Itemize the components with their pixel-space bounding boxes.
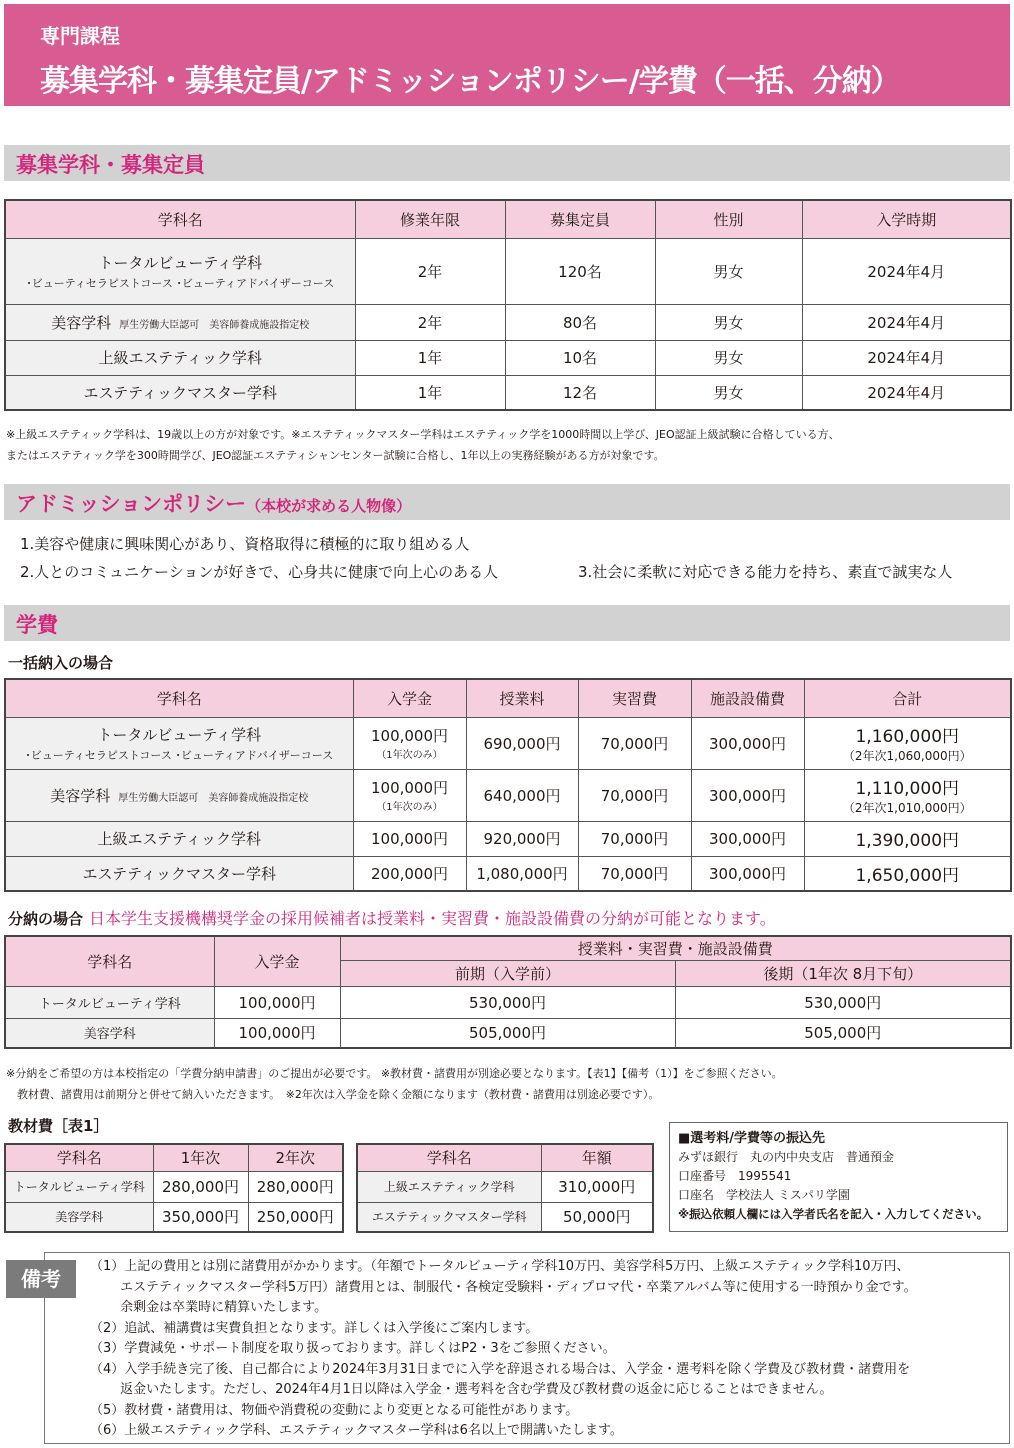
table-row [5, 1202, 343, 1232]
facility-fee-cell: 300,000円 [691, 821, 804, 856]
dept-cell [5, 304, 355, 340]
header-course-label: 専門課程 [40, 24, 120, 48]
col-header: 学科名 [5, 679, 353, 717]
dept-name: 上級エステティック学科 [357, 1171, 541, 1202]
materials-table-2 [356, 1143, 654, 1233]
policy-item: 1.美容や健康に興味関心があり、資格取得に積極的に取り組める人 [20, 535, 470, 553]
years-cell: 1年 [355, 375, 505, 410]
practice-fee-cell: 70,000円 [578, 769, 691, 821]
policy-item: 3.社会に柔軟に対応できる能力を持ち、素直で誠実な人 [578, 563, 953, 581]
entry-fee-cell: 100,000円 [214, 1018, 340, 1048]
remarks-tag: 備考 [6, 1260, 76, 1298]
col-header: 1年次 [153, 1144, 248, 1171]
dept-name: トータルビューティ学科 [98, 253, 263, 272]
entry-fee-cell: 100,000円 （1年次のみ） [353, 717, 466, 769]
lump-sum-label: 一括納入の場合 [8, 654, 114, 672]
dept-name: 上級エステティック学科 [5, 821, 353, 856]
col-group-header: 授業料・実習費・施設設備費 [340, 936, 1011, 960]
total-cell: 1,650,000円 [804, 856, 1011, 891]
table-row [5, 717, 1011, 769]
section-title: 学費 [16, 613, 58, 637]
col-header: 授業料 [466, 679, 578, 717]
bank-title: ■選考料/学費等の振込先 [678, 1131, 826, 1146]
gender-cell: 男女 [655, 340, 802, 375]
entry-fee-cell: 100,000円 [214, 986, 340, 1018]
col-header: 年額 [541, 1144, 653, 1171]
col-header: 入学金 [214, 936, 340, 986]
recruit-table [4, 199, 1012, 411]
years-cell: 1年 [355, 340, 505, 375]
col-header: 入学時期 [802, 200, 1011, 238]
split-note: ※分納をご希望の方は本校指定の「学費分納申請書」のご提出が必要です。 ※教材費・諸費用が別途必要となります。【表1】【備考（1）】をご参照ください。 教材費、諸費用は前期分と併せて納入いただきます。 ※2年次は入学金を除く金額になります（教材費・諸費用は別途必要です）。 [6, 1067, 783, 1101]
gender-cell: 男女 [655, 304, 802, 340]
bank-branch: みずほ銀行 丸の内中央支店 普通預金 [678, 1150, 895, 1164]
lump-sum-table [4, 678, 1012, 892]
col-header: 学科名 [5, 200, 355, 238]
dept-courses: ･ビューティセラピストコース ･ビューティアドバイザーコース [25, 748, 334, 762]
table-row [5, 1018, 1011, 1048]
dept-name: エステティックマスター学科 [5, 856, 353, 891]
col-header: 学科名 [357, 1144, 541, 1171]
amount-cell: 310,000円 [541, 1171, 653, 1202]
col-header: 入学金 [353, 679, 466, 717]
first-term-cell: 505,000円 [340, 1018, 675, 1048]
table-row [357, 1202, 653, 1232]
tuition-cell: 1,080,000円 [466, 856, 578, 891]
dept-name: 美容学科 [50, 786, 111, 805]
second-term-cell: 530,000円 [675, 986, 1011, 1018]
tuition-cell: 690,000円 [466, 717, 578, 769]
bank-account-name: 口座名 学校法人 ミスパリ学園 [678, 1188, 850, 1202]
page-title: 募集学科・募集定員/アドミッションポリシー/学費（一括、分納） [40, 64, 900, 99]
table-row [5, 304, 1011, 340]
second-term-cell: 505,000円 [675, 1018, 1011, 1048]
section-policy [4, 484, 1010, 520]
table-row [5, 1171, 343, 1202]
total-cell: 1,390,000円 [804, 821, 1011, 856]
section-fees [4, 605, 1010, 641]
practice-fee-cell: 70,000円 [578, 821, 691, 856]
start-cell: 2024年4月 [802, 340, 1011, 375]
remark-line: （1）上記の費用とは別に諸費用がかかります。（年額でトータルビューティ学科10万円、美容学科5万円、上級エステティック学科10万円、 [90, 1259, 910, 1274]
entry-fee-cell: 100,000円 （1年次のみ） [353, 769, 466, 821]
practice-fee-cell: 70,000円 [578, 856, 691, 891]
col-header: 実習費 [578, 679, 691, 717]
col-header: 施設設備費 [691, 679, 804, 717]
bank-note: ※振込依頼人欄には入学者氏名を記入・入力してください。 [678, 1207, 989, 1221]
dept-name: 美容学科 [5, 1202, 153, 1232]
section-recruit [4, 145, 1010, 181]
col-header: 学科名 [5, 1144, 153, 1171]
entry-fee-cell: 100,000円 [353, 821, 466, 856]
remarks-list [90, 1257, 917, 1442]
page-header [4, 4, 1010, 106]
capacity-cell: 12名 [505, 375, 655, 410]
tuition-cell: 640,000円 [466, 769, 578, 821]
entry-fee-cell: 200,000円 [353, 856, 466, 891]
col-header: 学科名 [5, 936, 214, 986]
table-header-row [5, 1144, 343, 1171]
dept-name: 上級エステティック学科 [5, 340, 355, 375]
dept-name: トータルビューティ学科 [5, 986, 214, 1018]
table-header-row [5, 679, 1011, 717]
remark-line: （3）学費減免・サポート制度を取り扱っております。詳しくはP2・3をご参照ください。 [90, 1341, 616, 1356]
col-header: 後期（1年次 8月下旬） [675, 960, 1011, 986]
dept-name: エステティックマスター学科 [357, 1202, 541, 1232]
first-term-cell: 530,000円 [340, 986, 675, 1018]
remark-line: （4）入学手続き完了後、自己都合により2024年3月31日までに入学を辞退される場合は、入学金・選考料を除く学費及び教材費・諸費用を [90, 1361, 911, 1377]
materials-label: 教材費［表1］ [8, 1117, 109, 1135]
col-header: 修業年限 [355, 200, 505, 238]
dept-accreditation: 厚生労働大臣認可 美容師養成施設指定校 [119, 319, 310, 331]
dept-name: 美容学科 [51, 313, 112, 332]
split-payment-label: 分納の場合 日本学生支援機構奨学金の採用候補者は授業料・実習費・施設設備費の分納が可能となります。 [8, 909, 776, 928]
dept-name: エステティックマスター学科 [5, 375, 355, 410]
table-row [5, 238, 1011, 304]
table-row [5, 856, 1011, 891]
start-cell: 2024年4月 [802, 304, 1011, 340]
recruit-note: ※上級エステティック学科は、19歳以上の方が対象です。※エステティックマスター学科はエステティック学を1000時間以上学び、JEO認証上級試験に合格している方、 またはエステティック学を300時間学び、JEO認証エステティシャンセンター試験に合格し、1年以上の実務経験がある方が対象です。 [6, 428, 840, 462]
table-row [5, 375, 1011, 410]
dept-accreditation: 厚生労働大臣認可 美容師養成施設指定校 [118, 792, 309, 804]
practice-fee-cell: 70,000円 [578, 717, 691, 769]
bank-transfer-box [669, 1122, 1008, 1232]
dept-name: トータルビューティ学科 [97, 725, 262, 744]
years-cell: 2年 [355, 238, 505, 304]
split-payment-note: 日本学生支援機構奨学金の採用候補者は授業料・実習費・施設設備費の分納が可能となります。 [89, 909, 776, 928]
dept-name: 美容学科 [5, 1018, 214, 1048]
section-title: アドミッションポリシー（本校が求める人物像） [16, 492, 412, 516]
table-row [5, 821, 1011, 856]
remark-line: （5）教材費・諸費用は、物価や消費税の変動により変更となる可能性があります。 [90, 1402, 579, 1418]
table-header-row [5, 936, 1011, 960]
remark-line: （6）上級エステティック学科、エステティックマスター学科は6名以上で開講いたします。 [90, 1423, 623, 1438]
year2-cell: 280,000円 [248, 1171, 343, 1202]
gender-cell: 男女 [655, 375, 802, 410]
col-header: 2年次 [248, 1144, 343, 1171]
year1-cell: 280,000円 [153, 1171, 248, 1202]
table-row [5, 986, 1011, 1018]
dept-courses: ･ビューティセラピストコース ･ビューティアドバイザーコース [26, 276, 335, 290]
facility-fee-cell: 300,000円 [691, 856, 804, 891]
col-header: 募集定員 [505, 200, 655, 238]
remark-line: （2）追試、補講費は実費負担となります。詳しくは入学後にご案内します。 [90, 1320, 539, 1336]
col-header: 合計 [804, 679, 1011, 717]
total-cell: 1,160,000円 （2年次1,060,000円） [804, 717, 1011, 769]
tuition-cell: 920,000円 [466, 821, 578, 856]
dept-cell [5, 238, 355, 304]
table-header-row [5, 200, 1011, 238]
materials-table-1 [4, 1143, 344, 1233]
table-row [5, 769, 1011, 821]
gender-cell: 男女 [655, 238, 802, 304]
dept-cell [5, 769, 353, 821]
split-payment-table [4, 935, 1012, 1049]
facility-fee-cell: 300,000円 [691, 769, 804, 821]
policy-item: 2.人とのコミュニケーションが好きで、心身共に健康で向上心のある人 [20, 563, 499, 581]
col-header: 性別 [655, 200, 802, 238]
year2-cell: 250,000円 [248, 1202, 343, 1232]
section-subtitle: （本校が求める人物像） [246, 497, 412, 515]
dept-cell [5, 717, 353, 769]
start-cell: 2024年4月 [802, 238, 1011, 304]
years-cell: 2年 [355, 304, 505, 340]
remark-line: 余剰金は卒業時に精算いたします。 [90, 1300, 328, 1315]
facility-fee-cell: 300,000円 [691, 717, 804, 769]
remark-line: 返金いたします。ただし、2024年4月1日以降は入学金・選考料を含む学費及び教材費の返金に応じることはできません。 [90, 1382, 833, 1397]
capacity-cell: 10名 [505, 340, 655, 375]
total-cell: 1,110,000円 （2年次1,010,000円） [804, 769, 1011, 821]
table-row [5, 340, 1011, 375]
section-title: 募集学科・募集定員 [16, 153, 205, 177]
remark-line: エステティックマスター学科5万円）諸費用とは、制服代・各検定受験料・ディプロマ代・卒業アルバム等に使用する一時預かり金です。 [90, 1279, 917, 1295]
year1-cell: 350,000円 [153, 1202, 248, 1232]
table-header-row [357, 1144, 653, 1171]
dept-name: トータルビューティ学科 [5, 1171, 153, 1202]
col-header: 前期（入学前） [340, 960, 675, 986]
capacity-cell: 120名 [505, 238, 655, 304]
table-row [357, 1171, 653, 1202]
amount-cell: 50,000円 [541, 1202, 653, 1232]
capacity-cell: 80名 [505, 304, 655, 340]
bank-account-number: 口座番号 1995541 [678, 1169, 792, 1183]
start-cell: 2024年4月 [802, 375, 1011, 410]
